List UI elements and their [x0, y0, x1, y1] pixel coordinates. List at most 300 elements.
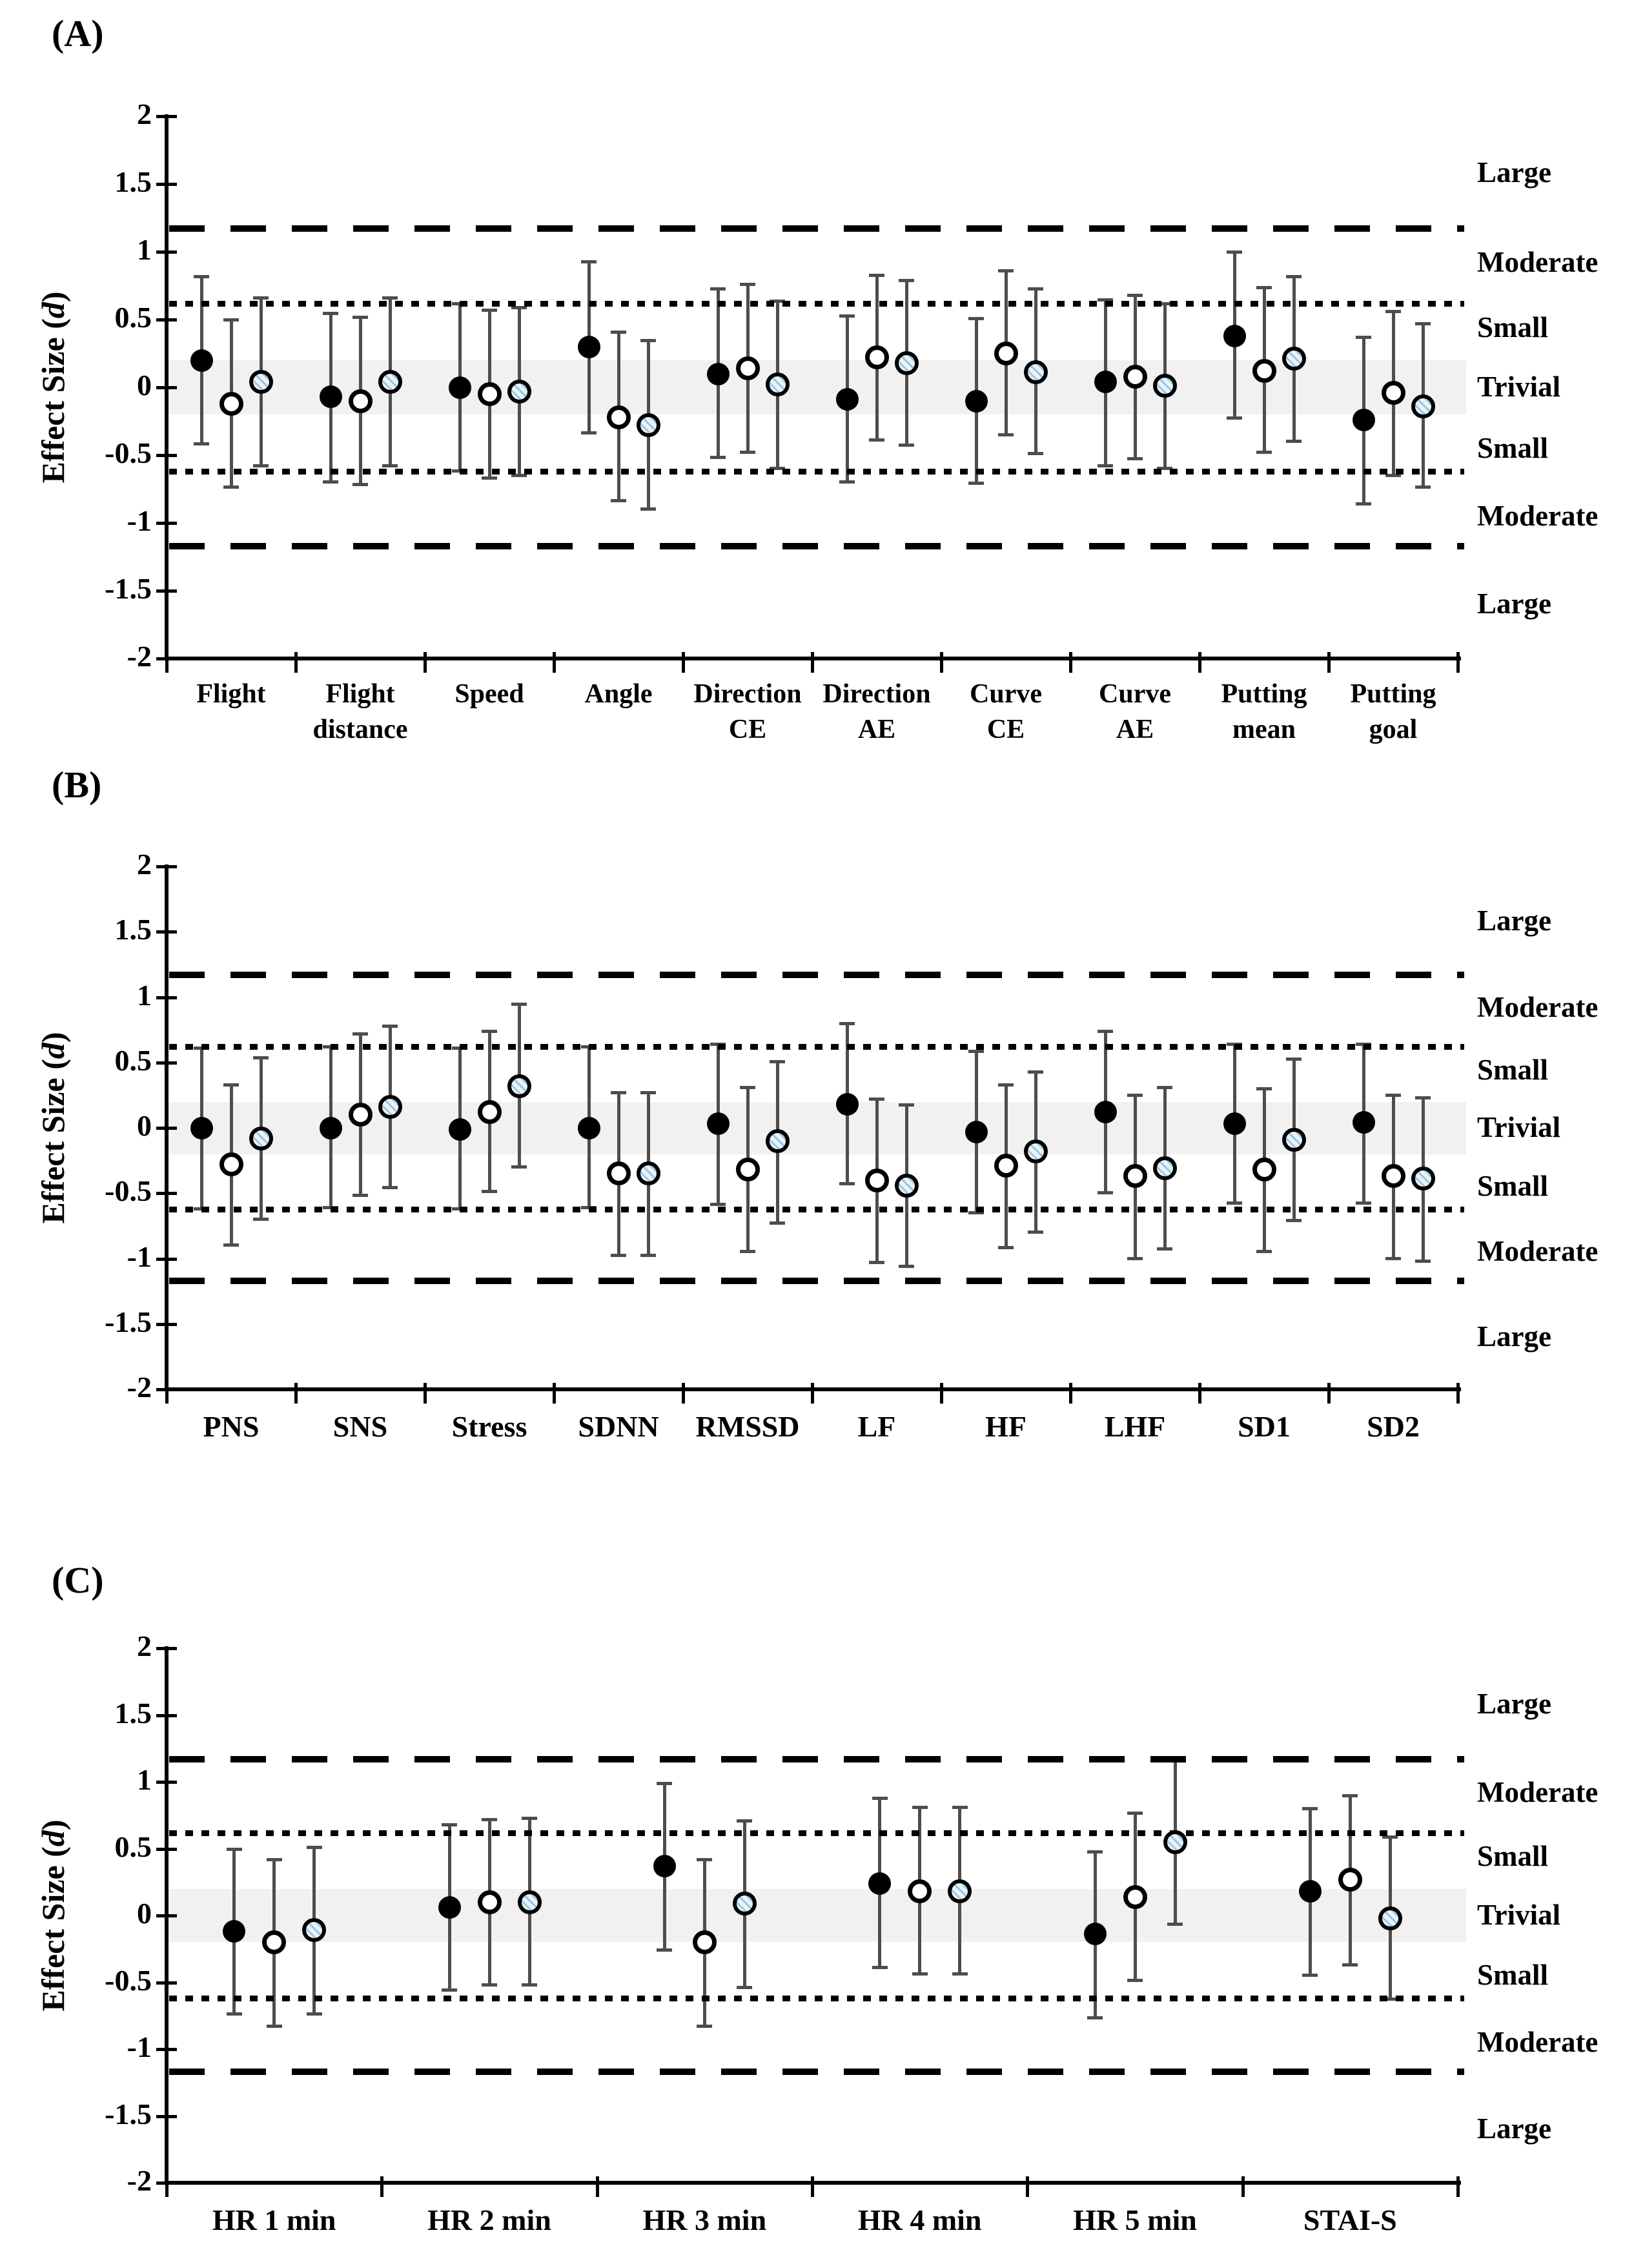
effect-zone-label: Small: [1477, 1959, 1549, 1992]
error-bar-cap-top: [442, 1823, 457, 1826]
category-label-line1: LF: [857, 1410, 896, 1443]
category-label-line1: Flight: [325, 679, 395, 709]
error-bar-cap-bottom: [1227, 1201, 1242, 1205]
marker-hatched: [249, 1127, 273, 1150]
marker-filled: [190, 1117, 213, 1139]
error-bar-cap-bottom: [839, 1182, 855, 1185]
error-bar-cap-top: [998, 1083, 1014, 1087]
category-label: [154, 2201, 394, 2240]
error-bar-cap-bottom: [968, 482, 984, 485]
y-axis-tick: [156, 1848, 177, 1851]
error-bar-cap-top: [839, 1022, 855, 1025]
error-bar-cap-top: [1127, 1094, 1143, 1097]
x-axis-tick: [1198, 1383, 1201, 1404]
error-bar-cap-top: [522, 1817, 537, 1820]
error-bar-cap-top: [511, 306, 527, 309]
error-bar-cap-bottom: [1028, 1231, 1043, 1234]
marker-hatched: [1163, 1830, 1187, 1854]
marker-hatched: [1411, 1167, 1435, 1190]
error-bar-cap-bottom: [581, 431, 597, 434]
y-axis-tick: [156, 1192, 177, 1195]
axis-title-italic-d: d: [35, 1830, 71, 1847]
x-axis-tick: [165, 652, 169, 673]
large-threshold-dashed-line: [169, 1756, 1464, 1762]
marker-filled: [707, 363, 730, 385]
effect-zone-label: Small: [1477, 1839, 1549, 1872]
marker-open: [1252, 1158, 1276, 1181]
y-tick-label: 1.5: [114, 165, 152, 198]
marker-open: [478, 1890, 502, 1914]
error-bar-cap-top: [697, 1858, 712, 1861]
error-bar-cap-top: [740, 1086, 755, 1089]
category-label-line2: distance: [312, 715, 408, 745]
effect-zone-label: Small: [1477, 1170, 1549, 1203]
category-label-line1: SD2: [1367, 1410, 1420, 1443]
marker-open: [1123, 365, 1147, 389]
category-label-line1: SNS: [332, 1410, 388, 1443]
marker-open: [478, 382, 502, 406]
effect-zone-label: Large: [1477, 587, 1551, 620]
error-bar-cap-bottom: [611, 1254, 626, 1257]
error-bar-cap-bottom: [1302, 1974, 1318, 1977]
small-threshold-dotted-line: [169, 301, 1464, 307]
large-threshold-dashed-line: [169, 2069, 1464, 2075]
marker-open: [736, 1158, 760, 1181]
effect-zone-label: Large: [1477, 156, 1551, 189]
error-bar-cap-top: [1227, 250, 1242, 254]
error-bar-cap-bottom: [1385, 1257, 1401, 1260]
marker-hatched: [1282, 347, 1306, 371]
y-tick-label: 0.5: [114, 301, 152, 334]
error-bar-cap-top: [223, 318, 239, 322]
error-bar-cap-top: [640, 1091, 656, 1094]
y-axis-title: Effect Size (d): [35, 1819, 71, 2012]
error-bar-cap-top: [1302, 1807, 1318, 1810]
error-bar-cap-top: [1157, 1086, 1172, 1089]
marker-open: [1123, 1885, 1147, 1909]
error-bar-cap-top: [1385, 1094, 1401, 1097]
marker-open: [994, 342, 1018, 365]
y-tick-label: 2: [137, 97, 152, 130]
marker-hatched: [507, 1074, 531, 1098]
error-bar-cap-bottom: [640, 1254, 656, 1257]
category-label-line1: LHF: [1104, 1410, 1166, 1443]
marker-open: [1252, 359, 1276, 383]
error-bar-cap-top: [1342, 1794, 1358, 1797]
error-bar-cap-top: [253, 1056, 269, 1059]
marker-open: [607, 1161, 631, 1185]
marker-hatched: [1411, 394, 1435, 418]
x-axis-tick: [294, 652, 298, 673]
error-bar-cap-bottom: [1167, 1923, 1183, 1926]
y-tick-label: -1: [127, 2030, 152, 2063]
error-bar-cap-bottom: [511, 1165, 527, 1169]
error-bar-cap-bottom: [1342, 1963, 1358, 1967]
error-bar-cap-top: [968, 317, 984, 320]
category-label: [1316, 1407, 1471, 1447]
marker-hatched: [378, 1095, 402, 1119]
error-bar-cap-bottom: [710, 456, 726, 459]
category-label: [584, 2201, 825, 2240]
x-axis-tick: [811, 2176, 814, 2197]
error-bar-cap-top: [352, 1032, 368, 1036]
category-label-line1: HF: [985, 1410, 1026, 1443]
error-bar-cap-bottom: [227, 2012, 242, 2016]
x-axis-tick: [424, 1383, 427, 1404]
x-axis-tick: [811, 1383, 814, 1404]
error-bar-cap-bottom: [657, 1948, 672, 1952]
y-tick-label: 1: [137, 233, 152, 266]
category-label-line1: HR 5 min: [1073, 2203, 1197, 2236]
large-threshold-dashed-line: [169, 543, 1464, 549]
y-axis-tick: [156, 454, 177, 457]
effect-zone-label: Large: [1477, 2112, 1551, 2145]
error-bar-cap-top: [227, 1848, 242, 1851]
error-bar-cap-bottom: [1356, 1201, 1371, 1205]
y-axis-tick: [156, 1258, 177, 1261]
category-label-line1: PNS: [203, 1410, 260, 1443]
x-axis-tick: [682, 1383, 685, 1404]
marker-hatched: [1024, 360, 1048, 384]
error-bar-cap-top: [1385, 310, 1401, 313]
large-threshold-dashed-line: [169, 225, 1464, 232]
marker-filled: [578, 336, 600, 358]
y-tick-label: -1.5: [105, 572, 152, 605]
error-bar-cap-bottom: [869, 438, 884, 442]
large-threshold-dashed-line: [169, 972, 1464, 978]
error-bar-cap-bottom: [1127, 1257, 1143, 1260]
error-bar-cap-bottom: [194, 442, 209, 445]
error-bar-cap-top: [1087, 1850, 1103, 1854]
marker-open: [262, 1930, 286, 1954]
y-axis-tick: [156, 318, 177, 322]
y-axis-tick: [156, 1914, 177, 1917]
category-label-line1: RMSSD: [695, 1410, 800, 1443]
y-tick-label: 2: [137, 848, 152, 881]
error-bar-cap-bottom: [482, 476, 497, 480]
y-tick-label: -1: [127, 504, 152, 537]
marker-filled: [438, 1896, 461, 1919]
error-bar-cap-top: [307, 1846, 322, 1849]
category-label-line1: HR 4 min: [857, 2203, 982, 2236]
marker-filled: [836, 388, 859, 411]
error-bar-cap-top: [710, 287, 726, 291]
marker-open: [994, 1154, 1018, 1178]
marker-filled: [836, 1093, 859, 1116]
error-bar-cap-bottom: [869, 1261, 884, 1264]
category-label-line2: AE: [857, 715, 896, 745]
y-axis-tick: [156, 115, 177, 118]
marker-filled: [1353, 1111, 1375, 1134]
error-bar-cap-bottom: [952, 1972, 968, 1976]
x-axis-tick: [1327, 652, 1331, 673]
small-threshold-dotted-line: [169, 1044, 1464, 1050]
error-bar-cap-top: [740, 283, 755, 286]
panel-label: (B): [52, 764, 102, 806]
effect-zone-label: Moderate: [1477, 2025, 1598, 2058]
error-bar-cap-top: [1127, 294, 1143, 297]
category-label-line1: Direction: [822, 679, 931, 709]
marker-filled: [320, 1117, 342, 1139]
marker-filled: [449, 1118, 471, 1141]
effect-zone-label: Trivial: [1477, 1899, 1561, 1931]
category-label: [1014, 2201, 1255, 2240]
error-bar-cap-bottom: [253, 464, 269, 467]
marker-open: [349, 1103, 373, 1127]
error-bar-cap-bottom: [1098, 464, 1113, 467]
y-tick-label: -2: [127, 640, 152, 673]
category-label-line1: HR 1 min: [212, 2203, 336, 2236]
x-axis-tick: [940, 1383, 943, 1404]
error-bar-cap-bottom: [1356, 502, 1371, 506]
marker-filled: [1084, 1923, 1107, 1945]
x-axis-tick: [553, 1383, 556, 1404]
x-axis-tick: [1198, 652, 1201, 673]
marker-open: [1338, 1868, 1362, 1892]
error-bar-cap-bottom: [998, 433, 1014, 436]
marker-hatched: [1024, 1139, 1048, 1163]
error-bar-cap-bottom: [912, 1972, 928, 1976]
y-axis-tick: [156, 1647, 177, 1650]
small-threshold-dotted-line: [169, 1207, 1464, 1212]
y-axis-tick: [156, 1981, 177, 1985]
effect-zone-label: Moderate: [1477, 499, 1598, 532]
axis-title-italic-d: d: [35, 1043, 71, 1059]
error-bar-cap-top: [482, 1818, 497, 1821]
error-bar-cap-bottom: [1286, 440, 1302, 443]
x-axis-tick: [294, 1383, 298, 1404]
category-label-line1: Curve: [1099, 679, 1171, 709]
x-axis-tick: [1456, 1383, 1460, 1404]
effect-zone-label: Large: [1477, 904, 1551, 937]
y-axis-tick: [156, 930, 177, 934]
y-tick-label: 1.5: [114, 913, 152, 946]
marker-hatched: [1153, 374, 1177, 398]
error-bar-cap-top: [640, 339, 656, 342]
small-threshold-dotted-line: [169, 469, 1464, 475]
y-tick-label: 0: [137, 1897, 152, 1930]
marker-filled: [449, 376, 471, 399]
error-bar-cap-top: [382, 1025, 398, 1028]
y-axis-tick: [156, 1127, 177, 1130]
x-axis-tick: [1456, 2176, 1460, 2197]
marker-open: [865, 345, 889, 369]
error-bar-cap-bottom: [899, 444, 914, 447]
error-bar-cap-bottom: [1098, 1191, 1113, 1194]
category-label-line2: CE: [728, 715, 767, 745]
error-bar-cap-top: [872, 1797, 888, 1800]
category-label: [369, 2201, 609, 2240]
y-tick-label: -1.5: [105, 2097, 152, 2130]
marker-filled: [1094, 371, 1117, 393]
error-bar-cap-bottom: [899, 1265, 914, 1268]
error-bar-cap-top: [581, 260, 597, 263]
marker-filled: [1094, 1101, 1117, 1123]
error-bar-cap-bottom: [1127, 1979, 1143, 1982]
category-label-line1: HR 2 min: [427, 2203, 551, 2236]
x-axis-tick: [165, 2176, 169, 2197]
marker-open: [220, 1152, 243, 1176]
error-bar-cap-top: [611, 1091, 626, 1094]
marker-open: [1123, 1164, 1147, 1188]
error-bar-cap-top: [194, 275, 209, 278]
error-bar-cap-bottom: [770, 1221, 785, 1225]
y-axis-title: Effect Size (d): [35, 1032, 71, 1224]
effect-zone-label: Large: [1477, 1320, 1551, 1353]
error-bar-cap-bottom: [1087, 2016, 1103, 2019]
error-bar-cap-top: [899, 279, 914, 282]
y-axis-tick: [156, 996, 177, 999]
error-bar-cap-top: [1286, 1057, 1302, 1061]
large-threshold-dashed-line: [169, 1278, 1464, 1284]
error-bar-cap-top: [839, 314, 855, 318]
error-bar-cap-bottom: [442, 1988, 457, 1992]
error-bar-cap-bottom: [611, 499, 626, 502]
small-threshold-dotted-line: [169, 1830, 1464, 1836]
error-bar-cap-top: [1256, 1087, 1272, 1090]
error-bar-cap-bottom: [740, 451, 755, 454]
category-label-line2: goal: [1369, 715, 1418, 745]
error-bar-cap-top: [912, 1806, 928, 1809]
y-tick-label: 0.5: [114, 1830, 152, 1863]
error-bar-cap-bottom: [267, 2025, 282, 2028]
marker-hatched: [378, 370, 402, 394]
error-bar-cap-bottom: [323, 480, 338, 484]
error-bar-cap-top: [869, 274, 884, 277]
error-bar-cap-top: [253, 296, 269, 300]
y-tick-label: 1: [137, 978, 152, 1012]
category-label-line1: Putting: [1221, 679, 1307, 709]
marker-hatched: [637, 413, 660, 437]
effect-zone-label: Moderate: [1477, 990, 1598, 1023]
error-bar-cap-top: [352, 316, 368, 319]
marker-filled: [190, 349, 213, 372]
error-bar-cap-bottom: [253, 1218, 269, 1221]
category-label-line1: Flight: [196, 679, 266, 709]
error-bar-cap-bottom: [1127, 457, 1143, 460]
marker-filled: [1353, 409, 1375, 431]
y-axis-tick: [156, 865, 177, 868]
effect-zone-label: Trivial: [1477, 371, 1561, 403]
y-axis-tick: [156, 1781, 177, 1784]
error-bar-cap-top: [1098, 1030, 1113, 1033]
error-bar-cap-bottom: [839, 480, 855, 484]
error-bar-cap-bottom: [1286, 1219, 1302, 1222]
error-bar-cap-top: [899, 1103, 914, 1107]
marker-hatched: [895, 1174, 919, 1198]
category-label-line1: Angle: [584, 679, 653, 709]
error-bar-cap-bottom: [382, 464, 398, 467]
marker-open: [865, 1169, 889, 1192]
marker-filled: [965, 390, 988, 413]
error-bar-cap-bottom: [1415, 1260, 1431, 1263]
category-label-line1: Putting: [1350, 679, 1436, 709]
error-bar-cap-top: [267, 1858, 282, 1861]
y-axis-tick: [156, 2048, 177, 2051]
error-bar-cap-top: [952, 1806, 968, 1809]
marker-filled: [320, 385, 342, 408]
error-bar-cap-bottom: [1227, 416, 1242, 420]
error-bar-cap-top: [1356, 336, 1371, 339]
category-label-line1: Stress: [451, 1410, 527, 1443]
error-bar-cap-top: [1028, 1070, 1043, 1074]
y-tick-label: -2: [127, 2164, 152, 2197]
x-axis-tick: [165, 1383, 169, 1404]
y-axis-tick: [156, 1323, 177, 1326]
error-bar-cap-bottom: [1256, 451, 1272, 454]
y-tick-label: 2: [137, 1629, 152, 1662]
marker-open: [693, 1930, 717, 1954]
error-bar-cap-top: [770, 1060, 785, 1063]
axis-title-italic-d: d: [35, 302, 71, 319]
effect-zone-label: Small: [1477, 431, 1549, 464]
marker-open: [736, 356, 760, 380]
x-axis-tick: [1069, 1383, 1072, 1404]
category-label: [799, 2201, 1040, 2240]
category-label-line1: HR 3 min: [642, 2203, 767, 2236]
y-tick-label: -1.5: [105, 1305, 152, 1338]
y-tick-label: 0: [137, 369, 152, 402]
category-label-line1: SDNN: [578, 1410, 659, 1443]
small-threshold-dotted-line: [169, 1996, 1464, 2001]
x-axis-tick: [1026, 2176, 1029, 2197]
panel-label: (C): [52, 1559, 104, 1601]
y-axis-tick: [156, 2115, 177, 2118]
error-bar-cap-bottom: [522, 1983, 537, 1987]
error-bar-cap-top: [1127, 1812, 1143, 1815]
x-axis-tick: [940, 652, 943, 673]
category-label: [1316, 677, 1471, 748]
marker-filled: [965, 1121, 988, 1143]
y-tick-label: -0.5: [105, 1174, 152, 1208]
marker-open: [478, 1100, 502, 1124]
marker-hatched: [518, 1890, 542, 1914]
effect-zone-label: Moderate: [1477, 1235, 1598, 1268]
y-axis-tick: [156, 1061, 177, 1065]
error-bar-cap-bottom: [737, 1986, 752, 1989]
marker-hatched: [637, 1161, 660, 1185]
effect-zone-label: Small: [1477, 311, 1549, 343]
y-tick-label: 1.5: [114, 1696, 152, 1730]
error-bar-cap-bottom: [482, 1190, 497, 1193]
marker-open: [607, 405, 631, 429]
y-axis-tick: [156, 183, 177, 186]
error-bar-cap-top: [998, 269, 1014, 272]
error-bar-cap-bottom: [697, 2025, 712, 2028]
error-bar-cap-bottom: [640, 507, 656, 511]
error-bar-cap-top: [657, 1782, 672, 1785]
error-bar-cap-bottom: [1256, 1250, 1272, 1253]
marker-hatched: [1153, 1156, 1177, 1180]
marker-open: [349, 389, 373, 413]
error-bar-cap-top: [1256, 286, 1272, 289]
x-axis-tick: [553, 652, 556, 673]
y-tick-label: -0.5: [105, 1963, 152, 1997]
effect-zone-label: Trivial: [1477, 1111, 1561, 1143]
effect-zone-label: Small: [1477, 1053, 1549, 1086]
x-axis-tick: [1327, 1383, 1331, 1404]
y-tick-label: -2: [127, 1371, 152, 1404]
effect-zone-label: Large: [1477, 1687, 1551, 1720]
marker-hatched: [733, 1892, 757, 1916]
marker-open: [220, 392, 243, 416]
trivial-band: [169, 1889, 1466, 1943]
category-label: [1230, 2201, 1471, 2240]
marker-filled: [707, 1112, 730, 1135]
error-bar-cap-top: [382, 296, 398, 300]
marker-open: [1382, 1164, 1405, 1188]
effect-zone-label: Moderate: [1477, 245, 1598, 278]
